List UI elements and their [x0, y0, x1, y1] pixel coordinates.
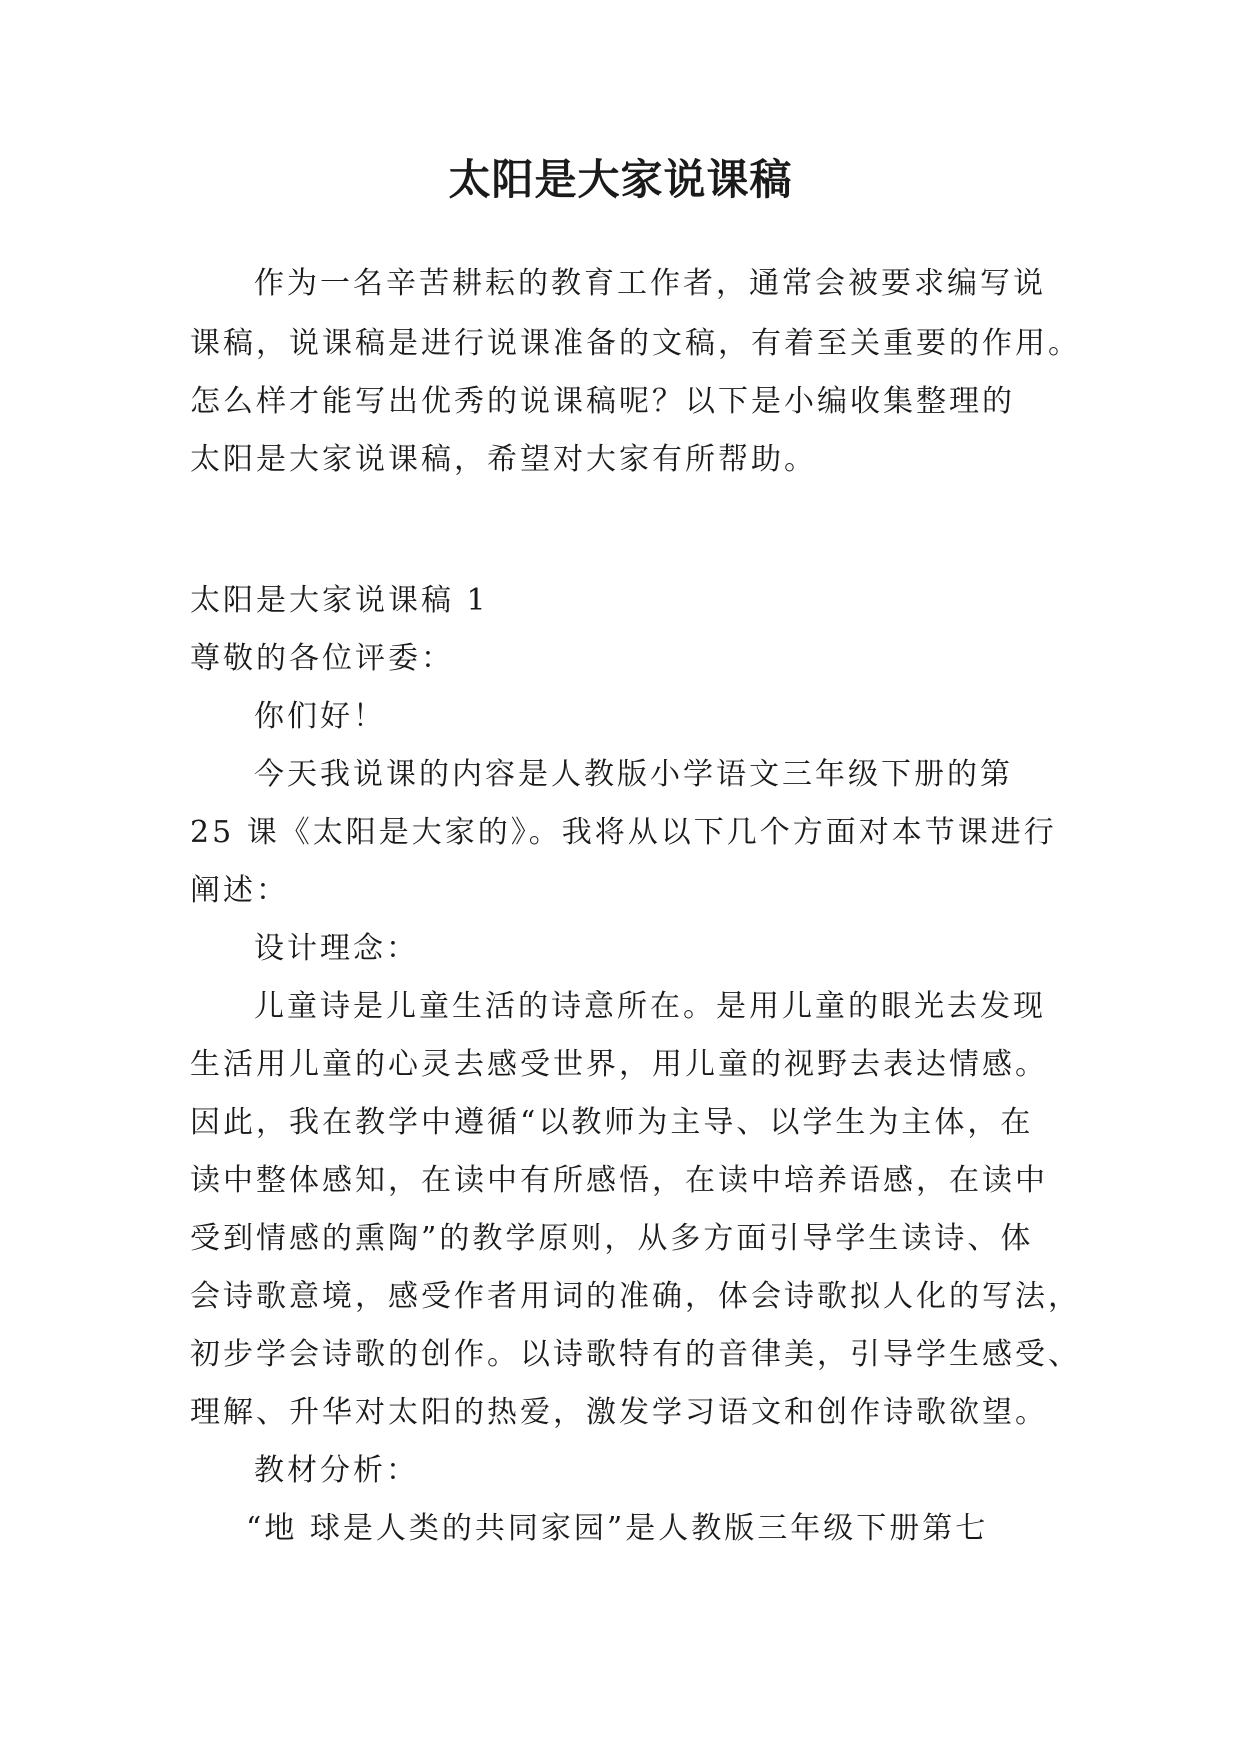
intro-line-3: 怎么样才能写出优秀的说课稿呢？以下是小编收集整理的	[190, 384, 1015, 419]
body-line-3: 阐述：	[190, 873, 289, 908]
body-line-2: 25 课《太阳是大家的》。我将从以下几个方面对本节课进行	[190, 815, 1057, 850]
body-line-7: 读中整体感知，在读中有所感悟，在读中培养语感，在读中	[190, 1163, 1048, 1198]
body-line-10: 初步学会诗歌的创作。以诗歌特有的音律美，引导学生感受、	[190, 1337, 1081, 1372]
body-line-11: 理解、升华对太阳的热爱，激发学习语文和创作诗歌欲望。	[190, 1395, 1048, 1430]
body-line-1: 今天我说课的内容是人教版小学语文三年级下册的第	[254, 757, 1013, 792]
intro-line-4: 太阳是大家说课稿，希望对大家有所帮助。	[190, 442, 817, 477]
section-heading: 太阳是大家说课稿 1	[190, 583, 489, 618]
body-line-6: 因此，我在教学中遵循“以教师为主导、以学生为主体，在	[190, 1105, 1034, 1140]
subheading-textbook-analysis: 教材分析：	[254, 1453, 419, 1488]
subheading-design-concept: 设计理念：	[254, 931, 419, 966]
document-title: 太阳是大家说课稿	[448, 155, 793, 204]
body-line-5: 生活用儿童的心灵去感受世界，用儿童的视野去表达情感。	[190, 1047, 1048, 1082]
intro-line-2: 课稿，说课稿是进行说课准备的文稿，有着至关重要的作用。	[190, 326, 1081, 361]
body-line-9: 会诗歌意境，感受作者用词的准确，体会诗歌拟人化的写法，	[190, 1279, 1081, 1314]
intro-line-1: 作为一名辛苦耕耘的教育工作者，通常会被要求编写说	[254, 266, 1046, 301]
body-line-12: “地 球是人类的共同家园”是人教版三年级下册第七	[246, 1511, 989, 1546]
body-line-8: 受到情感的熏陶”的教学原则，从多方面引导学生读诗、体	[190, 1221, 1034, 1256]
greeting: 你们好！	[254, 699, 386, 734]
salutation: 尊敬的各位评委：	[190, 641, 454, 676]
body-line-4: 儿童诗是儿童生活的诗意所在。是用儿童的眼光去发现	[254, 989, 1046, 1024]
